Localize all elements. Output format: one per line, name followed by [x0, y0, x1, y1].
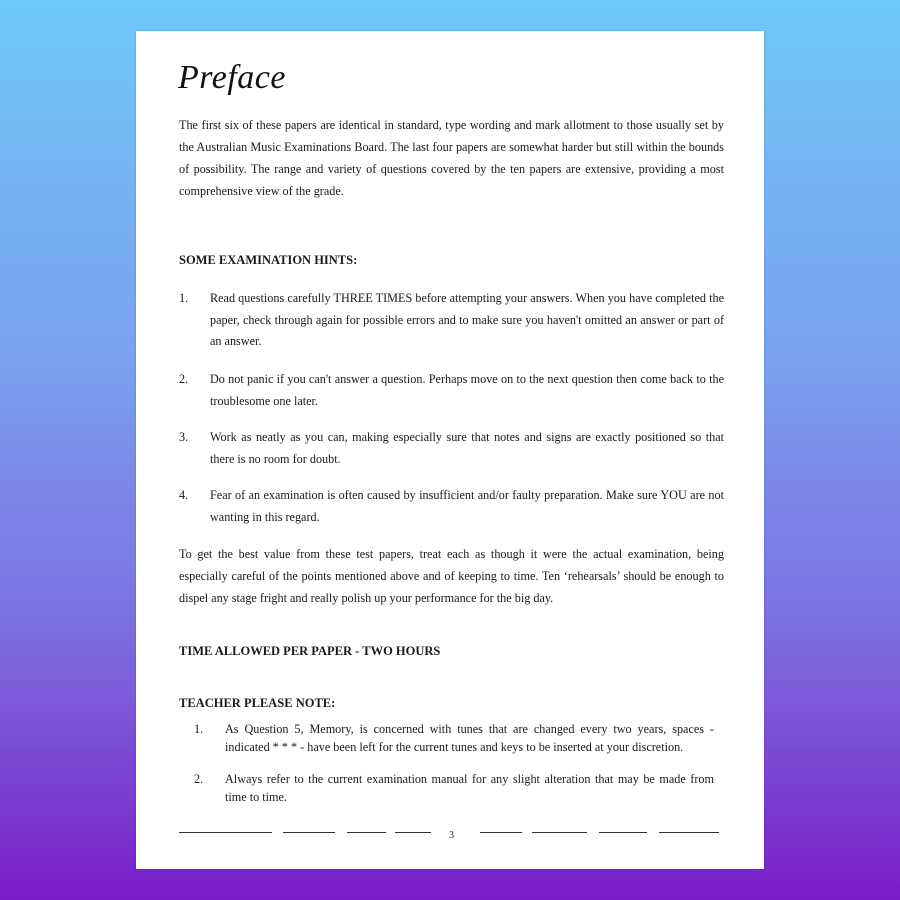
- page-title: Preface: [178, 59, 286, 96]
- page-number: 3: [449, 830, 454, 841]
- footer-rule: [347, 832, 386, 833]
- footer-rule: [395, 832, 431, 833]
- hint-text: Do not panic if you can't answer a question. Perhaps move on to the next question then come back to the troublesome one later.: [210, 372, 724, 408]
- hint-number: 4.: [179, 488, 189, 502]
- teacher-note-heading: TEACHER PLEASE NOTE:: [179, 696, 336, 710]
- note-number: 1.: [194, 722, 204, 736]
- footer-rule: [532, 832, 587, 833]
- footer-rule: [179, 832, 272, 833]
- teacher-note-2: [194, 771, 714, 806]
- note-text: Always refer to the current examination manual for any slight alteration that may be made from time to time.: [225, 772, 714, 804]
- footer-rule: [659, 832, 719, 833]
- hint-number: 3.: [179, 430, 189, 444]
- note-text: As Question 5, Memory, is concerned with tunes that are changed every two years, spaces - indicated * * * - have been left for the current tunes and keys to be inserted at your discretion.: [225, 722, 714, 754]
- hints-heading: SOME EXAMINATION HINTS:: [179, 253, 358, 267]
- hint-number: 2.: [179, 372, 189, 386]
- hint-item-1: [179, 288, 724, 353]
- hint-number: 1.: [179, 291, 189, 305]
- hint-item-4: [179, 485, 724, 528]
- hint-item-3: [179, 427, 724, 470]
- note-number: 2.: [194, 772, 204, 786]
- document-page: [136, 31, 764, 869]
- footer-rule: [283, 832, 335, 833]
- intro-paragraph: The first six of these papers are identical in standard, type wording and mark allotment to those usually set by the Australian Music Examinations Board. The last four papers are somewhat harder but still within the bounds of possibility. The range and variety of questions covered by the ten papers are extensive, providing a most comprehensive view of the grade.: [179, 118, 724, 198]
- hint-item-2: [179, 369, 724, 412]
- footer-rule: [599, 832, 647, 833]
- hint-text: Read questions carefully THREE TIMES before attempting your answers. When you have completed the paper, check through again for possible errors and to make sure you haven't omitted an answer or part of an answer.: [210, 291, 724, 348]
- teacher-note-1: [194, 721, 714, 756]
- time-allowed-heading: TIME ALLOWED PER PAPER - TWO HOURS: [179, 644, 441, 658]
- hint-text: Fear of an examination is often caused by insufficient and/or faulty preparation. Make sure YOU are not wanting in this regard.: [210, 488, 724, 524]
- closing-paragraph: To get the best value from these test papers, treat each as though it were the actual examination, being especially careful of the points mentioned above and of keeping to time. Ten ‘rehearsals’ should be enough to dispel any stage fright and really polish up your performance for the big day.: [179, 547, 724, 605]
- hint-text: Work as neatly as you can, making especially sure that notes and signs are exactly positioned so that there is no room for doubt.: [210, 430, 724, 466]
- footer-rule: [480, 832, 522, 833]
